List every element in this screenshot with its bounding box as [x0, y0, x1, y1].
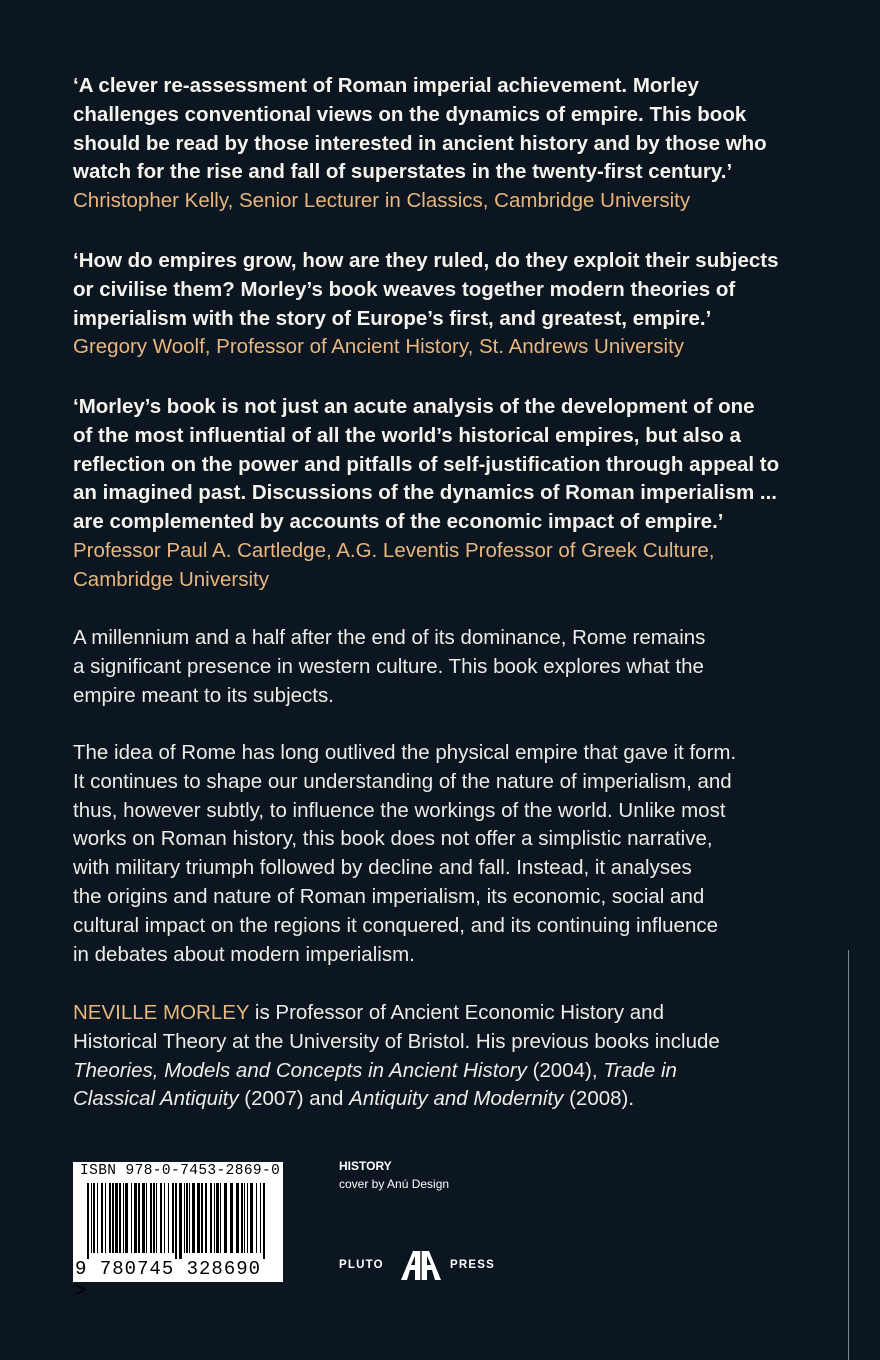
endorsement-3 — [73, 393, 803, 595]
description-line: cultural impact on the regions it conquered, and its continuing influence — [73, 913, 719, 937]
quote-line: an imagined past. Discussions of the dynamics of Roman imperialism ... — [73, 481, 778, 505]
quote-line: should be read by those interested in ancient history and by those who — [73, 131, 767, 155]
book-title: Classical Antiquity — [73, 1087, 239, 1111]
book-year: (2004), — [526, 1058, 604, 1082]
endorsement-attribution — [73, 187, 803, 216]
author-bio — [73, 999, 803, 1114]
book-year: (2008). — [563, 1087, 635, 1111]
publisher-name-right: PRESS — [450, 1259, 495, 1271]
attribution-line: Gregory Woolf, Professor of Ancient History, St. Andrews University — [73, 335, 685, 359]
attribution-line: Cambridge University — [73, 567, 269, 591]
endorsement-attribution — [73, 537, 803, 595]
spine-fold-line — [848, 950, 849, 1360]
bio-line — [73, 1085, 803, 1114]
intro-paragraph — [73, 624, 803, 710]
description-line: It continues to shape our understanding of the nature of imperialism, and — [73, 769, 732, 793]
description-line: with military triumph followed by decline and fall. Instead, it analyses — [73, 856, 692, 880]
description-line: The idea of Rome has long outlived the physical empire that gave it form. — [73, 741, 737, 764]
ean-digits: 9 780745 328690 > — [75, 1258, 262, 1302]
quote-line: watch for the rise and fall of superstates in the twenty-first century.’ — [73, 160, 733, 184]
quote-line: ‘How do empires grow, how are they ruled, do they exploit their subjects — [73, 249, 779, 272]
description-line: in debates about modern imperialism. — [73, 942, 415, 966]
bio-line: Historical Theory at the University of Bristol. His previous books include — [73, 1029, 720, 1053]
description-line: works on Roman history, this book does not offer a simplistic narrative, — [73, 827, 713, 851]
endorsement-quote — [73, 393, 803, 537]
attribution-line: Professor Paul A. Cartledge, A.G. Leventis Professor of Greek Culture, — [73, 538, 715, 562]
attribution-line: Christopher Kelly, Senior Lecturer in Classics, Cambridge University — [73, 189, 691, 213]
book-title: Theories, Models and Concepts in Ancient History — [73, 1058, 527, 1082]
endorsement-1 — [73, 72, 803, 216]
category-label: HISTORY — [339, 1159, 392, 1173]
quote-line: ‘Morley’s book is not just an acute analysis of the development of one — [73, 395, 755, 418]
quote-line: of the most influential of all the world’s historical empires, but also a — [73, 423, 741, 447]
bio-line — [73, 999, 803, 1028]
description-line: the origins and nature of Roman imperialism, its economic, social and — [73, 884, 705, 908]
endorsement-quote — [73, 247, 803, 333]
pluto-press-emblem-icon — [399, 1248, 443, 1282]
quote-line: imperialism with the story of Europe’s first, and greatest, empire.’ — [73, 306, 712, 330]
cover-credit: cover by Anú Design — [339, 1177, 450, 1191]
book-title: Trade in — [603, 1058, 677, 1082]
endorsement-attribution — [73, 333, 803, 362]
book-title: Antiquity and Modernity — [349, 1087, 564, 1111]
author-name: NEVILLE MORLEY — [73, 1001, 250, 1024]
description-paragraph — [73, 739, 803, 969]
quote-line: reflection on the power and pitfalls of self-justification through appeal to — [73, 452, 780, 476]
intro-line: a significant presence in western culture. This book explores what the — [73, 654, 704, 678]
bio-line — [73, 1057, 803, 1086]
quote-line: challenges conventional views on the dynamics of empire. This book — [73, 102, 747, 126]
quote-line: ‘A clever re-assessment of Roman imperial achievement. Morley — [73, 74, 699, 97]
endorsement-quote — [73, 72, 803, 187]
intro-line: A millennium and a half after the end of its dominance, Rome remains — [73, 626, 706, 649]
quote-line: are complemented by accounts of the economic impact of empire.’ — [73, 510, 724, 534]
description-line: thus, however subtly, to influence the workings of the world. Unlike most — [73, 798, 726, 822]
isbn-label: ISBN 978-0-7453-2869-0 — [80, 1163, 281, 1179]
isbn-barcode — [73, 1162, 283, 1302]
bio-text: is Professor of Ancient Economic History and — [249, 1001, 664, 1024]
publisher-name-left: PLUTO — [339, 1259, 384, 1271]
quote-line: or civilise them? Morley’s book weaves together modern theories of — [73, 277, 736, 301]
book-year: (2007) and — [238, 1087, 350, 1111]
endorsement-2 — [73, 247, 803, 362]
intro-line: empire meant to its subjects. — [73, 683, 334, 707]
barcode-bars-icon — [87, 1183, 269, 1259]
publisher-logo — [339, 1248, 499, 1282]
